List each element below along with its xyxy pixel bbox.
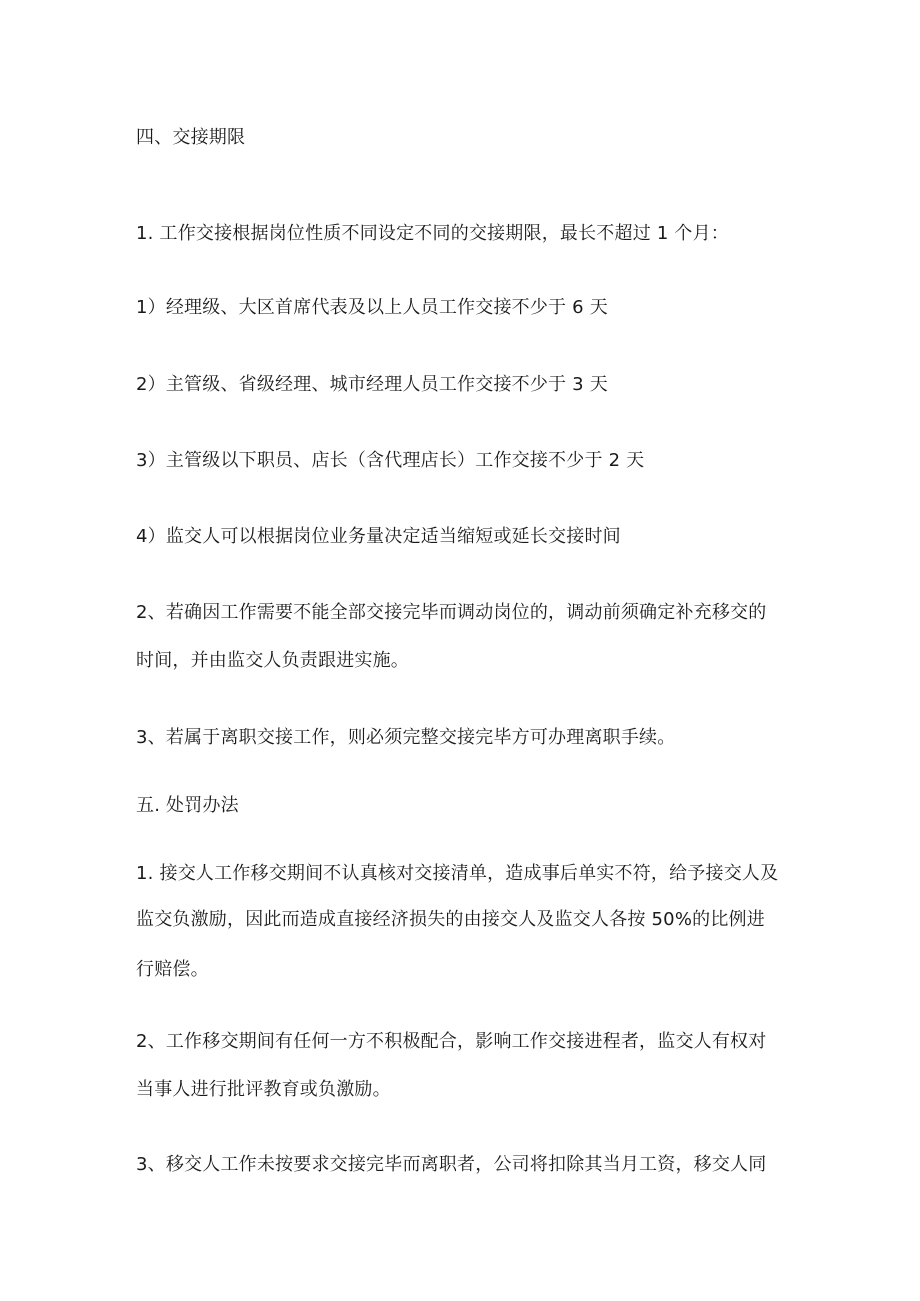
section-4-item-3: 3、若属于离职交接工作，则必须完整交接完毕方可办理离职手续。 [136, 727, 676, 748]
section-5-item-1-line-2: 监交负激励，因此而造成直接经济损失的由接交人及监交人各按 50%的比例进 [136, 909, 765, 930]
section-5-item-2-line-1: 2、工作移交期间有任何一方不积极配合，影响工作交接进程者，监交人有权对 [136, 1031, 767, 1052]
section-4-item-1: 1. 工作交接根据岗位性质不同设定不同的交接期限，最长不超过 1 个月： [136, 223, 729, 244]
section-heading-5: 五. 处罚办法 [136, 795, 239, 816]
section-5-item-3-line-1: 3、移交人工作未按要求交接完毕而离职者，公司将扣除其当月工资，移交人同 [136, 1154, 767, 1175]
section-5-item-2-line-2: 当事人进行批评教育或负激励。 [136, 1079, 391, 1100]
section-4-item-2-line-2: 时间，并由监交人负责跟进实施。 [136, 650, 409, 671]
section-4-subitem-1: 1）经理级、大区首席代表及以上人员工作交接不少于 6 天 [136, 297, 608, 318]
section-4-subitem-2: 2）主管级、省级经理、城市经理人员工作交接不少于 3 天 [136, 374, 608, 395]
section-heading-4: 四、交接期限 [136, 127, 246, 148]
section-4-subitem-3: 3）主管级以下职员、店长（含代理店长）工作交接不少于 2 天 [136, 450, 645, 471]
section-5-item-1-line-3: 行赔偿。 [136, 959, 209, 980]
section-5-item-1-line-1: 1. 接交人工作移交期间不认真核对交接清单，造成事后单实不符，给予接交人及 [136, 863, 779, 884]
section-4-item-2-line-1: 2、若确因工作需要不能全部交接完毕而调动岗位的，调动前须确定补充移交的 [136, 602, 767, 623]
section-4-subitem-4: 4）监交人可以根据岗位业务量决定适当缩短或延长交接时间 [136, 526, 621, 547]
